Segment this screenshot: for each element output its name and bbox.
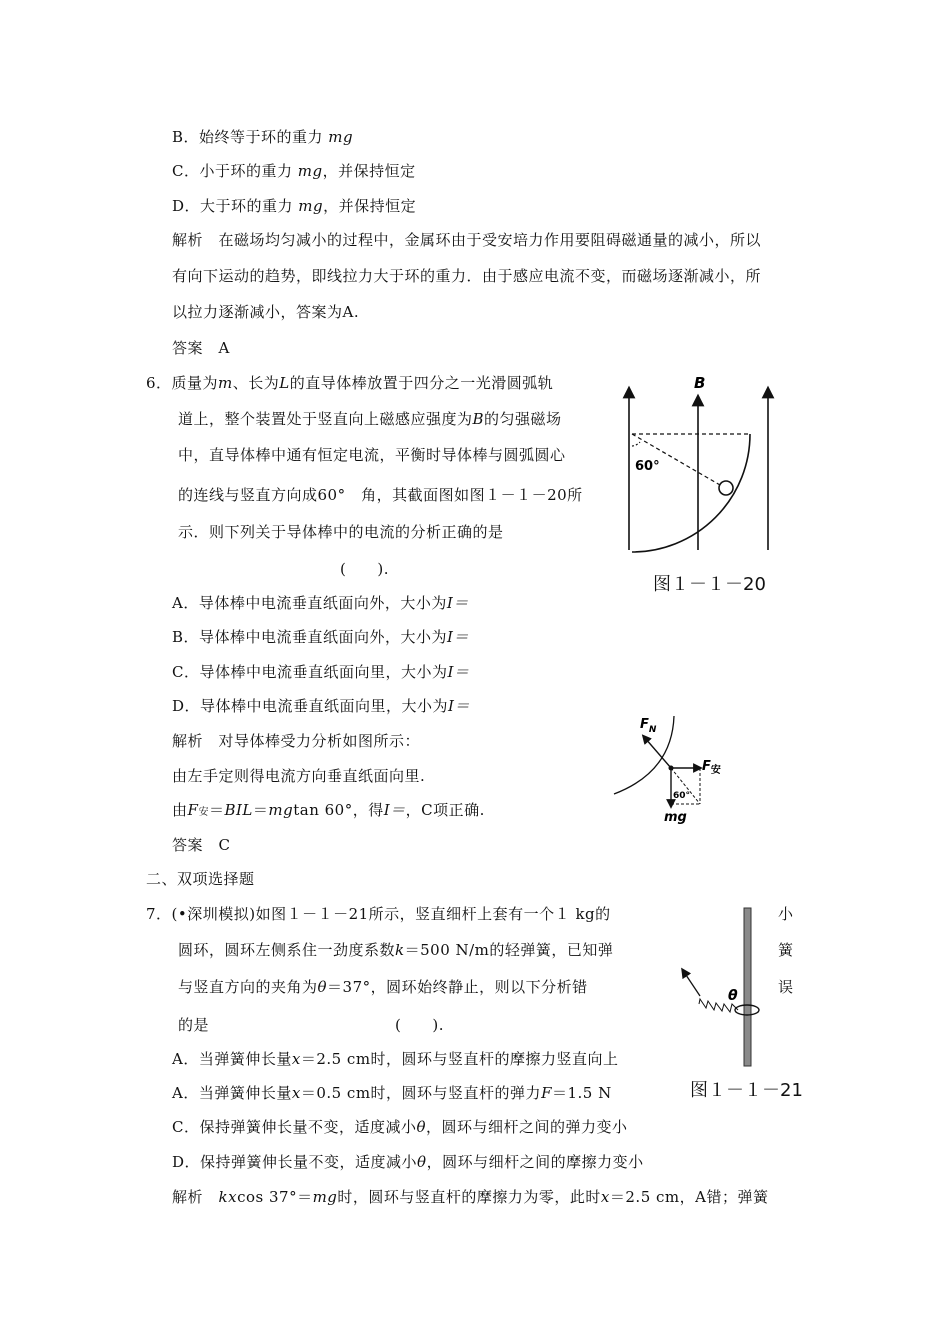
q7-option-b: A．当弹簧伸长量x＝0.5 cm时，圆环与竖直杆的弹力F＝1.5 N <box>172 1084 612 1102</box>
q6-stem-line3: 中，直导体棒中通有恒定电流，平衡时导体棒与圆弧圆心 <box>178 446 566 464</box>
rod-point <box>669 766 674 771</box>
force-diagram <box>612 712 732 827</box>
q7-right-char2: 簧 <box>778 941 794 959</box>
q7-analysis-line1: 解析 kxcos 37°＝mg时，圆环与竖直杆的摩擦力为零，此时x＝2.5 cm，A错；弹簧 <box>172 1188 769 1206</box>
q7-option-c: C．保持弹簧伸长量不变，适度减小θ，圆环与细杆之间的弹力变小 <box>172 1118 628 1136</box>
q7-right-char1: 小 <box>778 905 794 923</box>
q5-option-d: D．大于环的重力 mg，并保持恒定 <box>172 197 417 215</box>
theta-label: θ <box>728 988 738 1004</box>
figure-1-1-21 <box>680 900 790 1075</box>
q5-analysis-line1: 解析 在磁场均匀减小的过程中，金属环由于受安培力作用要阻碍磁通量的减小，所以 <box>172 231 762 249</box>
q6-stem-line1: 6．质量为m、长为L的直导体棒放置于四分之一光滑圆弧轨 <box>146 374 554 392</box>
q5-analysis-line3: 以拉力逐渐减小，答案为A. <box>172 303 360 321</box>
field-label-b: B <box>694 374 706 392</box>
figure-1-1-20 <box>620 372 800 562</box>
q7-option-d: D．保持弹簧伸长量不变，适度减小θ，圆环与细杆之间的摩擦力变小 <box>172 1153 644 1171</box>
figure-1-1-21-caption: 图１－１－21 <box>690 1080 803 1101</box>
q7-stem-line2: 圆环，圆环左侧系住一劲度系数k＝500 N/m的轻弹簧，已知弹 <box>178 941 614 959</box>
q6-option-a: A．导体棒中电流垂直纸面向外，大小为I＝ <box>172 594 469 612</box>
q6-stem-line2: 道上，整个装置处于竖直向上磁感应强度为B的匀强磁场 <box>178 410 562 428</box>
q6-analysis-line2: 由左手定则得电流方向垂直纸面向里. <box>172 767 426 785</box>
q5-analysis-line2: 有向下运动的趋势，即线拉力大于环的重力．由于感应电流不变，而磁场逐渐减小，所 <box>172 267 762 285</box>
quarter-arc-track <box>632 434 750 552</box>
q5-option-b: B．始终等于环的重力 mg <box>172 128 354 146</box>
spring-direction-arrow <box>684 972 700 996</box>
q7-stem-line4: 的是 ( ). <box>178 1016 444 1034</box>
section-heading: 二、双项选择题 <box>146 870 255 888</box>
angle-label: 60° <box>673 791 691 801</box>
q5-answer: 答案 A <box>172 339 230 357</box>
q7-option-a: A．当弹簧伸长量x＝2.5 cm时，圆环与竖直杆的摩擦力竖直向上 <box>172 1050 619 1068</box>
q6-option-b: B．导体棒中电流垂直纸面向外，大小为I＝ <box>172 628 469 646</box>
q6-analysis-line3: 由F安＝BIL＝mgtan 60°，得I＝，C项正确. <box>172 801 485 819</box>
q6-analysis-line1: 解析 对导体棒受力分析如图所示： <box>172 732 421 750</box>
q6-option-d: D．导体棒中电流垂直纸面向里，大小为I＝ <box>172 697 470 715</box>
q6-stem-line4: 的连线与竖直方向成60° 角，其截面图如图１－１－20所 <box>178 486 583 504</box>
angle-label: 60° <box>635 459 660 474</box>
q6-answer: 答案 C <box>172 836 231 854</box>
angle-arc <box>632 442 640 446</box>
q7-stem-line3: 与竖直方向的夹角为θ＝37°，圆环始终静止，则以下分析错 <box>178 978 588 996</box>
vertical-rod <box>744 908 751 1066</box>
q6-stem-line5: 示．则下列关于导体棒中的电流的分析正确的是 <box>178 523 504 541</box>
figure-1-1-20-caption: 图１－１－20 <box>653 574 766 595</box>
q7-right-char3: 误 <box>778 978 794 996</box>
q5-option-c: C．小于环的重力 mg，并保持恒定 <box>172 162 416 180</box>
mg-label: mg <box>664 810 687 825</box>
fan-label: $F_安$ <box>702 759 721 776</box>
q7-stem-line1: 7．(•深圳模拟)如图１－１－21所示，竖直细杆上套有一个１ kg的 <box>146 905 611 923</box>
fn-label: $F_N$ <box>640 717 657 735</box>
q6-option-c: C．导体棒中电流垂直纸面向里，大小为I＝ <box>172 663 470 681</box>
conductor-rod <box>719 481 733 495</box>
q6-answer-blank: ( ). <box>340 560 389 578</box>
